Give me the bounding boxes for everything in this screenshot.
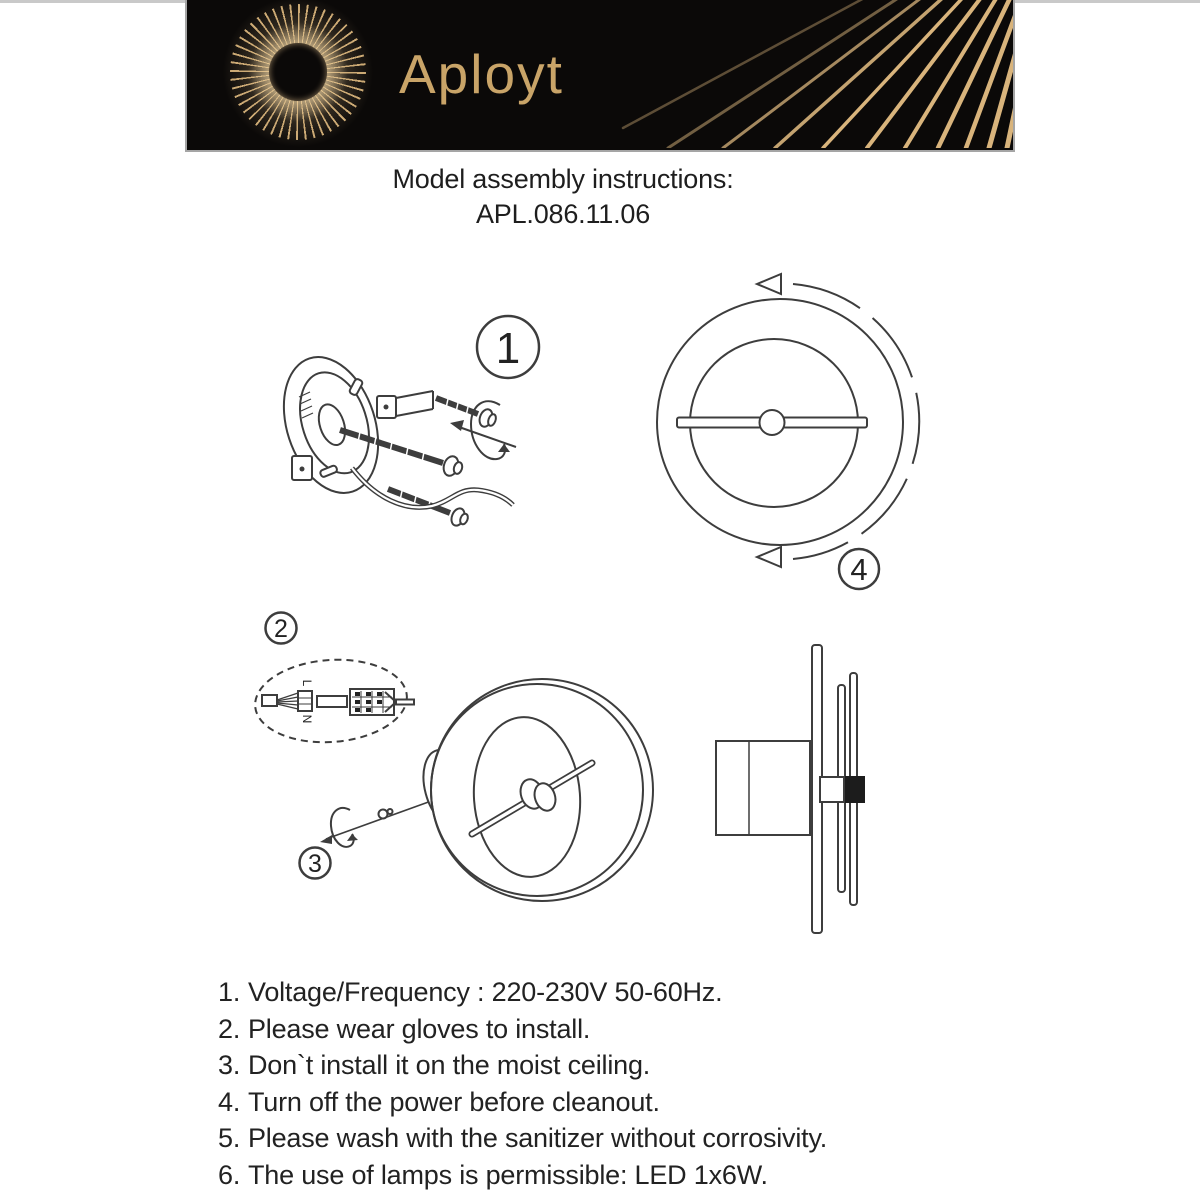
list-item-number: 4. — [218, 1086, 241, 1117]
lamp-front-view — [416, 679, 653, 901]
list-item-text: Voltage/Frequency : 220-230V 50-60Hz. — [248, 977, 723, 1007]
list-item-text: Please wash with the sanitizer without corrosivity. — [248, 1123, 828, 1154]
brand-name: Aployt — [399, 43, 564, 105]
mounting-plate — [268, 345, 395, 505]
diagram-step1-mounting — [250, 285, 570, 585]
mounting-bracket-right — [377, 391, 433, 418]
list-item-number: 1. — [218, 977, 241, 1007]
decorative-rays — [593, 0, 1013, 148]
rotation-direction-diagram — [657, 274, 919, 567]
list-item — [218, 1120, 827, 1157]
svg-text:4: 4 — [850, 552, 868, 587]
list-item — [218, 1157, 827, 1194]
step-2-badge — [266, 613, 297, 644]
sunburst-core — [269, 43, 327, 101]
instruction-list — [218, 974, 827, 1194]
list-item-text: Turn off the power before cleanout. — [248, 1086, 660, 1117]
wall-mount-cylinder — [716, 741, 810, 835]
diagram-step4-rotation — [630, 255, 960, 600]
list-item — [218, 974, 827, 1011]
fixing-screw — [379, 809, 393, 819]
page-title: Model assembly instructions: — [392, 164, 734, 194]
power-wire — [352, 468, 513, 507]
hub-block — [820, 777, 844, 802]
wire-label-neutral: N — [300, 714, 314, 724]
svg-text:3: 3 — [308, 850, 322, 878]
lamp-side-view — [700, 635, 1010, 945]
step-1-badge — [477, 316, 539, 378]
page-title-block — [0, 162, 1126, 232]
lamp-hub — [760, 410, 785, 435]
list-item-text: Please wear gloves to install. — [248, 1013, 591, 1044]
wire-label-live: L — [300, 679, 314, 687]
step-4-badge — [839, 549, 879, 589]
list-item — [218, 1084, 827, 1121]
svg-text:2: 2 — [274, 615, 288, 643]
rotation-arrow-icon — [320, 800, 434, 847]
list-item-number: 5. — [218, 1123, 241, 1154]
wire-connector-detail — [252, 655, 414, 747]
list-item — [218, 1011, 827, 1048]
step-3-badge — [300, 848, 331, 879]
list-item — [218, 1047, 827, 1084]
list-item-number: 6. — [218, 1159, 241, 1190]
svg-text:1: 1 — [495, 324, 521, 373]
hub-block-dark — [845, 776, 865, 803]
model-number: APL.086.11.06 — [475, 199, 651, 229]
brand-banner — [185, 0, 1015, 152]
list-item-text: The use of lamps is permissible: LED 1x6W. — [248, 1159, 768, 1190]
list-item-text: Don`t install it on the moist ceiling. — [248, 1050, 651, 1081]
list-item-number: 2. — [218, 1013, 241, 1044]
screw-icon — [436, 398, 497, 429]
mounting-bracket-left — [292, 456, 312, 480]
arrow-down-left-icon — [757, 547, 781, 567]
arrow-up-left-icon — [757, 274, 781, 294]
list-item-number: 3. — [218, 1050, 241, 1081]
diagram-step2-step3 — [245, 598, 675, 923]
